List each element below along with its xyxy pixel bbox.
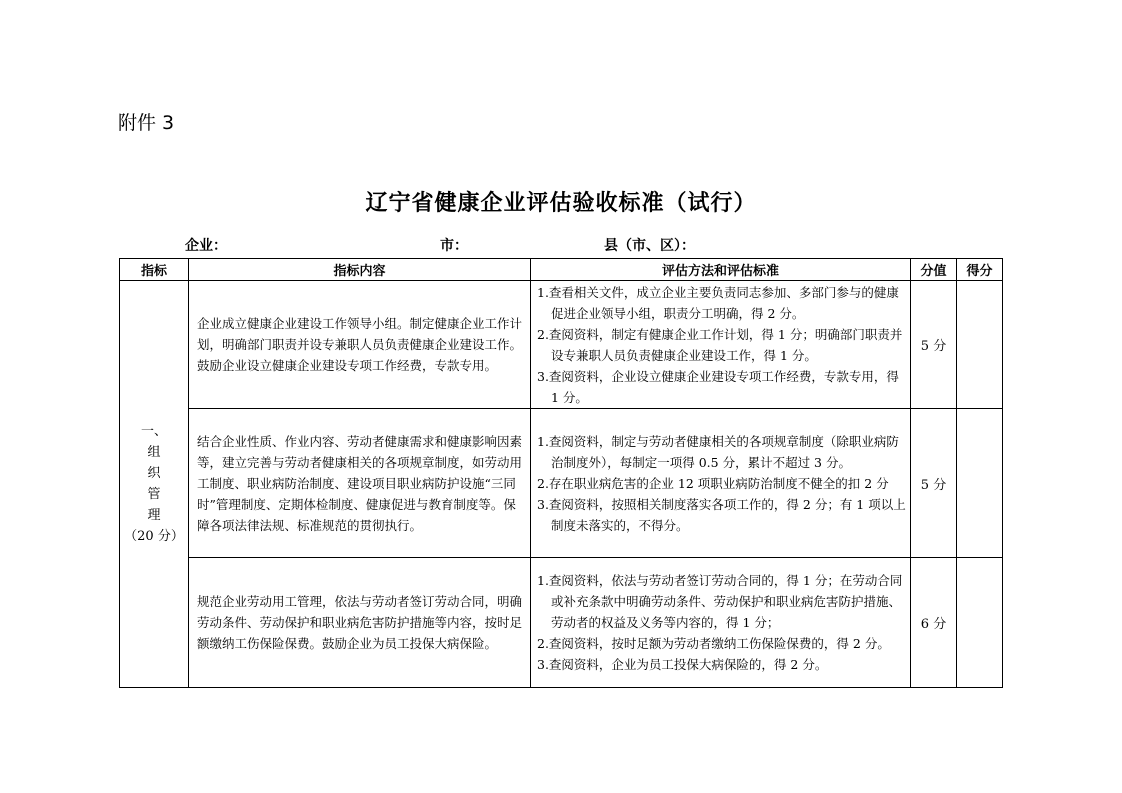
category-line: 组 (147, 445, 161, 460)
row-got (957, 409, 1003, 558)
evaluation-table (119, 258, 1003, 688)
table-row (120, 558, 1003, 688)
category-line: 管 (147, 487, 161, 502)
method-item: 3.查阅资料，按照相关制度落实各项工作的，得 2 分；有 1 项以上制度未落实的，不得分。 (537, 496, 906, 533)
method-item: 1.查阅资料，制定与劳动者健康相关的各项规章制度（除职业病防治制度外），每制定一项得 0.5 分，累计不超过 3 分。 (537, 433, 899, 470)
category-line: 织 (147, 466, 161, 481)
col-header-indicator: 指标 (120, 259, 189, 281)
category-line: 一、 (140, 424, 167, 439)
col-header-score: 分值 (911, 259, 957, 281)
method-item: 3.查阅资料，企业为员工投保大病保险的，得 2 分。 (537, 657, 828, 672)
category-cell (120, 281, 189, 688)
table-row (120, 281, 1003, 409)
row-score: 5 分 (911, 409, 957, 558)
row-methods (531, 281, 911, 409)
attachment-label: 附件 3 (118, 112, 175, 134)
method-item: 1.查看相关文件，成立企业主要负责同志参加、多部门参与的健康促进企业领导小组，职责分工明确，得 2 分。 (537, 284, 899, 321)
category-line: （20 分） (124, 529, 184, 544)
method-item: 2.查阅资料，制定有健康企业工作计划，得 1 分；明确部门职责并设专兼职人员负责健康企业建设工作，得 1 分。 (537, 326, 903, 363)
col-header-method: 评估方法和评估标准 (531, 259, 911, 281)
table-header-row (120, 259, 1003, 281)
city-label: 市： (440, 238, 468, 254)
method-item: 3.查阅资料，企业设立健康企业建设专项工作经费，专款专用，得 1 分。 (537, 368, 899, 405)
row-got (957, 281, 1003, 409)
enterprise-label: 企业： (185, 238, 227, 254)
row-content: 企业成立健康企业建设工作领导小组。制定健康企业工作计划，明确部门职责并设专兼职人员负责健康企业建设工作。鼓励企业设立健康企业建设专项工作经费，专款专用。 (189, 281, 531, 409)
row-score: 6 分 (911, 558, 957, 688)
method-item: 1.查阅资料，依法与劳动者签订劳动合同的，得 1 分；在劳动合同或补充条款中明确劳动条件、劳动保护和职业病危害防护措施、劳动者的权益及义务等内容的，得 1 分； (537, 573, 903, 630)
row-content: 规范企业劳动用工管理，依法与劳动者签订劳动合同，明确劳动条件、劳动保护和职业病危害防护措施等内容，按时足额缴纳工伤保险保费。鼓励企业为员工投保大病保险。 (189, 558, 531, 688)
row-content: 结合企业性质、作业内容、劳动者健康需求和健康影响因素等，建立完善与劳动者健康相关的各项规章制度，如劳动用工制度、职业病防治制度、建设项目职业病防护设施“三同时”管理制度、定期体检制度、健康促进与教育制度等。保障各项法律法规、标准规范的贯彻执行。 (189, 409, 531, 558)
row-score: 5 分 (911, 281, 957, 409)
table-row (120, 409, 1003, 558)
document-title: 辽宁省健康企业评估验收标准（试行） (365, 191, 757, 216)
county-label: 县（市、区）： (604, 238, 695, 254)
method-item: 2.存在职业病危害的企业 12 项职业病防治制度不健全的扣 2 分 (537, 475, 889, 491)
col-header-content: 指标内容 (189, 259, 531, 281)
col-header-got: 得分 (957, 259, 1003, 281)
row-methods (531, 558, 911, 688)
category-line: 理 (147, 508, 161, 523)
row-methods (531, 409, 911, 558)
row-got (957, 558, 1003, 688)
method-item: 2.查阅资料，按时足额为劳动者缴纳工伤保险保费的，得 2 分。 (537, 636, 890, 651)
